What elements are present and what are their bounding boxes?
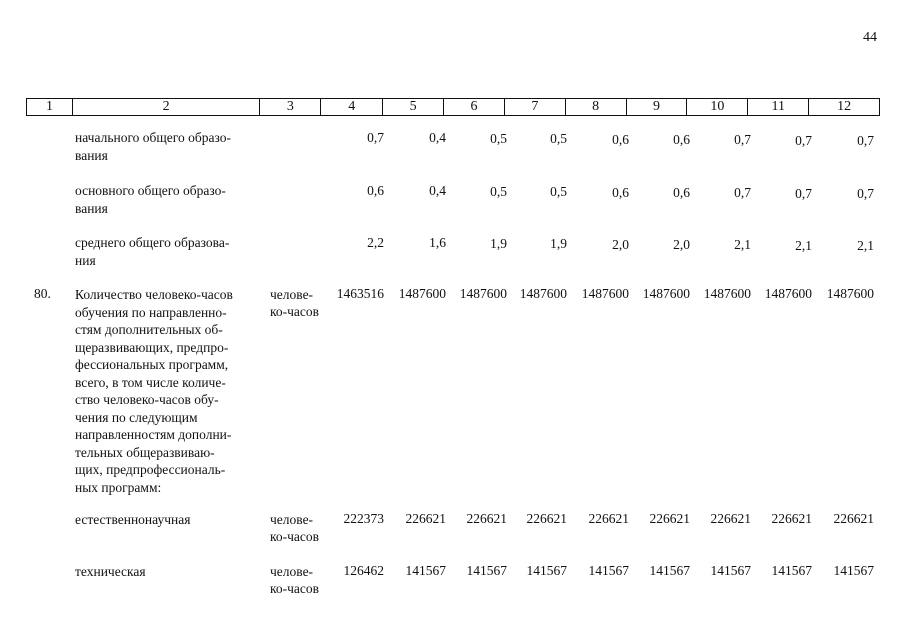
table-cell-value: 2,0 (673, 237, 690, 252)
row-name-line: щих, предпрофессиональ- (75, 462, 226, 477)
table-cell-value: 0,6 (612, 184, 629, 200)
column-header: 2 (73, 99, 261, 115)
table-cell-value: 0,4 (429, 130, 446, 146)
row-name-line: тельных общеразвиваю- (75, 444, 215, 460)
table-cell-value: 0,5 (490, 130, 507, 146)
table-cell-value: 1,6 (429, 235, 446, 251)
column-header: 11 (748, 99, 809, 115)
table-row (0, 234, 905, 284)
column-header: 7 (505, 99, 566, 115)
column-header: 6 (444, 99, 505, 115)
table-cell-value: 141567 (833, 563, 874, 578)
table-cell-value: 0,6 (673, 132, 690, 147)
table-row (0, 563, 905, 613)
table-cell-value: 1,9 (490, 235, 507, 251)
row-unit (270, 511, 330, 545)
table-cell-value: 1487600 (398, 286, 446, 301)
table-cell-value: 0,7 (857, 133, 874, 149)
table-cell-value: 226621 (588, 511, 629, 526)
table-row (0, 129, 905, 179)
row-unit-line: ко-часов (270, 581, 320, 596)
table-cell-value: 0,5 (490, 183, 507, 199)
column-header: 1 (27, 99, 73, 115)
row-name-line: стям дополнительных об- (75, 322, 223, 337)
row-name-line: щеразвивающих, предпро- (75, 339, 229, 355)
row-name (75, 129, 257, 164)
table-cell-value: 0,6 (612, 131, 629, 147)
table-row (0, 511, 905, 561)
table-cell-value: 226621 (771, 511, 812, 526)
row-name-line: обучения по направленно- (75, 304, 227, 320)
row-name-line: чения по следующим (75, 409, 198, 425)
table-cell-value: 1487600 (764, 286, 812, 301)
table-cell-value: 0,7 (734, 185, 751, 201)
column-header: 9 (627, 99, 688, 115)
table-cell-value: 0,7 (795, 132, 812, 148)
table-cell-value: 0,5 (550, 131, 567, 147)
table-cell-value: 226621 (405, 511, 446, 526)
table-cell-value: 126462 (343, 563, 384, 578)
table-cell-value: 1487600 (581, 286, 629, 301)
row-name-line: ство человеко-часов обу- (75, 392, 219, 407)
table-cell-value: 1487600 (519, 286, 567, 301)
row-name-line: начального общего образо- (75, 130, 231, 145)
table-cell-value: 2,1 (795, 237, 812, 253)
table-cell-value: 226621 (710, 511, 751, 526)
table-cell-value: 0,7 (857, 186, 874, 202)
table-cell-value: 141567 (588, 563, 629, 578)
table-cell-value: 0,7 (795, 185, 812, 201)
table-cell-value: 0,6 (673, 185, 690, 200)
table-cell-value: 226621 (833, 511, 874, 526)
row-name-line: ных программ: (75, 479, 162, 495)
table-cell-value: 2,2 (367, 235, 384, 250)
table-cell-value: 0,7 (367, 130, 384, 145)
table-cell-value: 0,4 (429, 183, 446, 199)
table-cell-value: 1,9 (550, 236, 567, 252)
row-name (75, 234, 257, 269)
row-name-line: вания (75, 147, 108, 163)
row-name-line: направленностям дополни- (75, 427, 232, 442)
row-name-line: основного общего образо- (75, 183, 226, 198)
table-cell-value: 0,7 (734, 132, 751, 148)
column-header: 8 (566, 99, 627, 115)
column-header: 10 (687, 99, 748, 115)
column-header: 12 (837, 99, 852, 114)
row-unit-line: ко-часов (270, 529, 320, 544)
table-cell-value: 0,5 (550, 184, 567, 200)
column-header: 3 (260, 99, 321, 115)
table-cell-value: 141567 (649, 563, 690, 578)
table-cell-value: 141567 (526, 563, 567, 578)
table-cell-value: 141567 (710, 563, 751, 578)
table-cell-value: 2,0 (612, 236, 629, 252)
row-unit-line: челове- (270, 287, 314, 302)
table-cell-value: 226621 (649, 511, 690, 526)
table-cell-value: 222373 (343, 511, 384, 526)
row-unit-line: челове- (270, 512, 314, 527)
table-cell-value: 2,1 (734, 237, 751, 253)
row-unit-line: челове- (270, 564, 314, 579)
row-name-line: Количество человеко-часов (75, 287, 233, 302)
table-row (0, 182, 905, 232)
column-header: 4 (321, 99, 383, 115)
table-cell-value: 226621 (466, 511, 507, 526)
row-name-line: вания (75, 200, 108, 216)
row-name-line: всего, в том числе количе- (75, 374, 226, 390)
row-name-line: естественнонаучная (75, 512, 191, 527)
table-header-row (26, 98, 880, 116)
row-unit-line: ко-часов (270, 304, 320, 319)
table-cell-value: 1487600 (703, 286, 751, 301)
table-cell-value: 1487600 (642, 286, 690, 301)
table-cell-value: 141567 (466, 563, 507, 578)
row-name (75, 182, 257, 217)
row-name-line: ния (75, 252, 96, 268)
row-name (75, 511, 257, 529)
row-name-line: фессиональных программ, (75, 357, 229, 372)
table-cell-value: 1487600 (826, 286, 874, 301)
table-cell-value: 1487600 (459, 286, 507, 301)
row-unit (270, 563, 330, 597)
row-name (75, 563, 257, 581)
table-cell-value: 141567 (405, 563, 446, 578)
row-unit (270, 286, 330, 320)
page-number: 44 (863, 30, 877, 45)
row-name-line: техническая (75, 564, 146, 579)
row-name (75, 286, 257, 496)
table-cell-value: 2,1 (857, 238, 874, 254)
table-cell-value: 226621 (526, 511, 567, 526)
table-cell-value: 141567 (771, 563, 812, 578)
table-cell-value: 0,6 (367, 183, 384, 198)
row-name-line: среднего общего образова- (75, 235, 230, 250)
column-header: 5 (383, 99, 444, 115)
row-number: 80. (34, 286, 51, 301)
table-cell-value: 1463516 (336, 286, 384, 301)
table-row (0, 286, 905, 506)
